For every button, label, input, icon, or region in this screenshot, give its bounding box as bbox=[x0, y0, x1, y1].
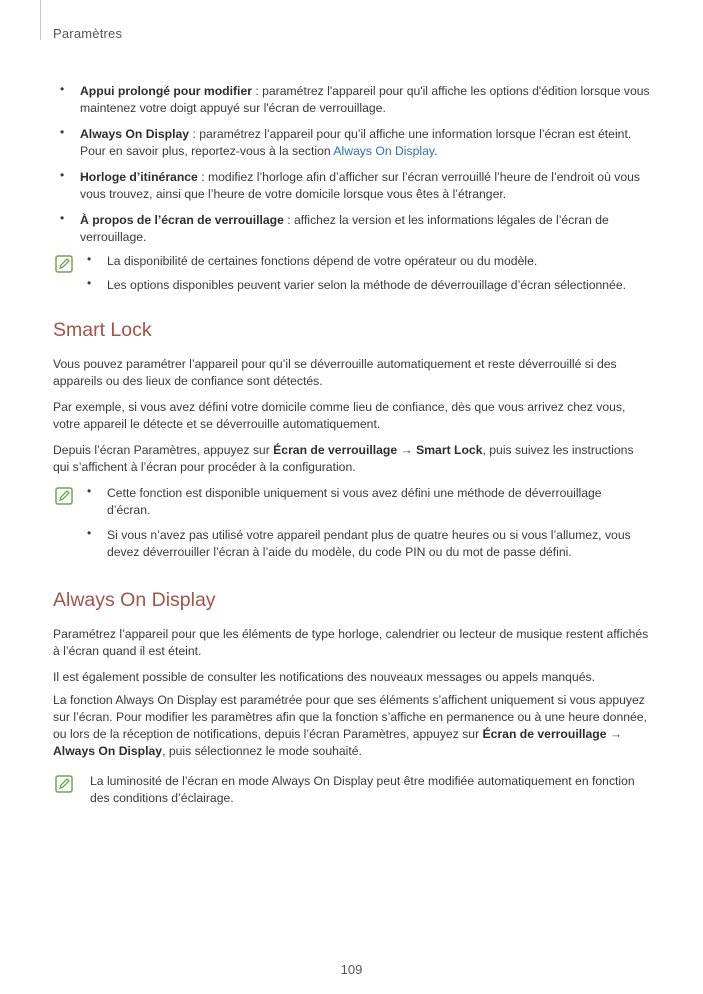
note-text: Les options disponibles peuvent varier selon la méthode de déverrouillage d’écran sélectionnée. bbox=[107, 278, 626, 292]
note-text: Si vous n’avez pas utilisé votre appareil pendant plus de quatre heures ou si vous l’allumez, vous devez déverrouiller l’écran à l’aide du modèle, du code PIN ou du mot de passe défini. bbox=[107, 528, 631, 559]
bullet-text: : paramétrez l’appareil pour qu’il affiche une information lorsque l’écran est éteint. Pour en savoir plus, reportez-vous à la section bbox=[80, 127, 632, 158]
paragraph: Par exemple, si vous avez défini votre domicile comme lieu de confiance, dès que vous arrivez chez vous, votre appareil le détecte et se déverrouille automatiquement. bbox=[53, 400, 626, 431]
bullet-text: : modifiez l’horloge afin d’afficher sur l’écran verrouillé l’heure de l’endroit où vous vous trouvez, ainsi que l’heure de votre domicile lorsque vous êtes à l’étranger. bbox=[80, 170, 640, 201]
bullet-horloge-itinerance: • Horloge d’itinérance : modifiez l’horloge afin d’afficher sur l’écran verrouillé l’heure de l’endroit où vous vous trouvez, ainsi que l’heure de votre domicile lorsque vous êtes à l’étranger. bbox=[60, 168, 640, 201]
bullet-appui-prolonge: • Appui prolongé pour modifier : paramétrez l'appareil pour qu'il affiche les options d'édition lorsque vous maintenez votre doigt appuyé sur l'écran de verrouillage. bbox=[60, 82, 650, 115]
section-title-always-on-display: Always On Display bbox=[53, 589, 216, 611]
menu-path-ecran-verrouillage: Écran de verrouillage bbox=[273, 443, 398, 457]
note-pencil-icon bbox=[55, 487, 73, 505]
menu-path-always-on-display: Always On Display bbox=[53, 744, 163, 758]
menu-path-smart-lock: Smart Lock bbox=[416, 443, 483, 457]
note-text: Cette fonction est disponible uniquement si vous avez défini une méthode de déverrouillage d’écran. bbox=[107, 486, 602, 517]
bullet-text: : affichez la version et les informations légales de l’écran de verrouillage. bbox=[80, 213, 609, 244]
note-item: • Les options disponibles peuvent varier selon la méthode de déverrouillage d’écran sélectionnée. bbox=[87, 276, 626, 292]
bullet-term: Horloge d’itinérance bbox=[80, 170, 198, 184]
paragraph: Il est également possible de consulter les notifications des nouveaux messages ou appels manqués. bbox=[53, 670, 595, 684]
note-item: • La disponibilité de certaines fonctions dépend de votre opérateur ou du modèle. bbox=[87, 252, 538, 268]
arrow-icon: → bbox=[397, 443, 417, 457]
aod-section-link[interactable]: Always On Display bbox=[333, 144, 435, 158]
section-title-smart-lock: Smart Lock bbox=[53, 319, 152, 341]
paragraph: Paramétrez l’appareil pour que les éléments de type horloge, calendrier ou lecteur de musique restent affichés à l’écran quand il est éteint. bbox=[53, 627, 649, 658]
note-item: • Cette fonction est disponible uniquement si vous avez défini une méthode de déverrouillage d’écran. bbox=[87, 484, 602, 517]
bullet-term: À propos de l’écran de verrouillage bbox=[80, 213, 284, 227]
note-pencil-icon bbox=[55, 775, 73, 793]
arrow-icon: → bbox=[606, 727, 623, 741]
note-text: La luminosité de l’écran en mode Always On Display peut être modifiée automatiquement en fonction des conditions d’éclairage. bbox=[90, 774, 635, 805]
page-number: 109 bbox=[340, 962, 363, 977]
paragraph: La fonction Always On Display est paramétrée pour que ses éléments s’affichent uniquement si vous appuyez sur l’écran. Pour modifier les paramètres afin que la fonction s’affiche en permanence ou à une heure donnée, ou lors de la réception de notifications, depuis l’écran Paramètres, appuyez sur Écran de verrouillage → Always On Display, puis sélectionnez le mode souhaité. bbox=[53, 693, 647, 758]
bullet-text-end: . bbox=[434, 144, 438, 158]
paragraph: Depuis l’écran Paramètres, appuyez sur Écran de verrouillage → Smart Lock, puis suivez les instructions qui s’affichent à l’écran pour procéder à la configuration. bbox=[53, 443, 634, 474]
bullet-text: : paramétrez l'appareil pour qu'il affiche les options d'édition lorsque vous maintenez votre doigt appuyé sur l'écran de verrouillage. bbox=[80, 84, 650, 115]
note-item: • Si vous n’avez pas utilisé votre appareil pendant plus de quatre heures ou si vous l’allumez, vous devez déverrouiller l’écran à l’aide du modèle, du code PIN ou du mot de passe défini. bbox=[87, 526, 631, 559]
bullet-term: Always On Display bbox=[80, 127, 190, 141]
bullet-always-on-display: • Always On Display : paramétrez l’appareil pour qu’il affiche une information lorsque l’écran est éteint. Pour en savoir plus, reportez-vous à la section Always On Display. bbox=[60, 125, 632, 158]
page-header-title: Paramètres bbox=[53, 26, 123, 41]
note-text: La disponibilité de certaines fonctions dépend de votre opérateur ou du modèle. bbox=[107, 254, 538, 268]
bullet-a-propos: • À propos de l’écran de verrouillage : affichez la version et les informations légales de l’écran de verrouillage. bbox=[60, 211, 609, 244]
paragraph: Vous pouvez paramétrer l’appareil pour qu’il se déverrouille automatiquement et reste déverrouillé si des appareils ou des lieux de confiance sont détectés. bbox=[53, 357, 617, 388]
menu-path-ecran-verrouillage: Écran de verrouillage bbox=[482, 727, 607, 741]
header-rule bbox=[40, 0, 41, 40]
note-pencil-icon bbox=[55, 255, 73, 273]
bullet-term: Appui prolongé pour modifier bbox=[80, 84, 252, 98]
